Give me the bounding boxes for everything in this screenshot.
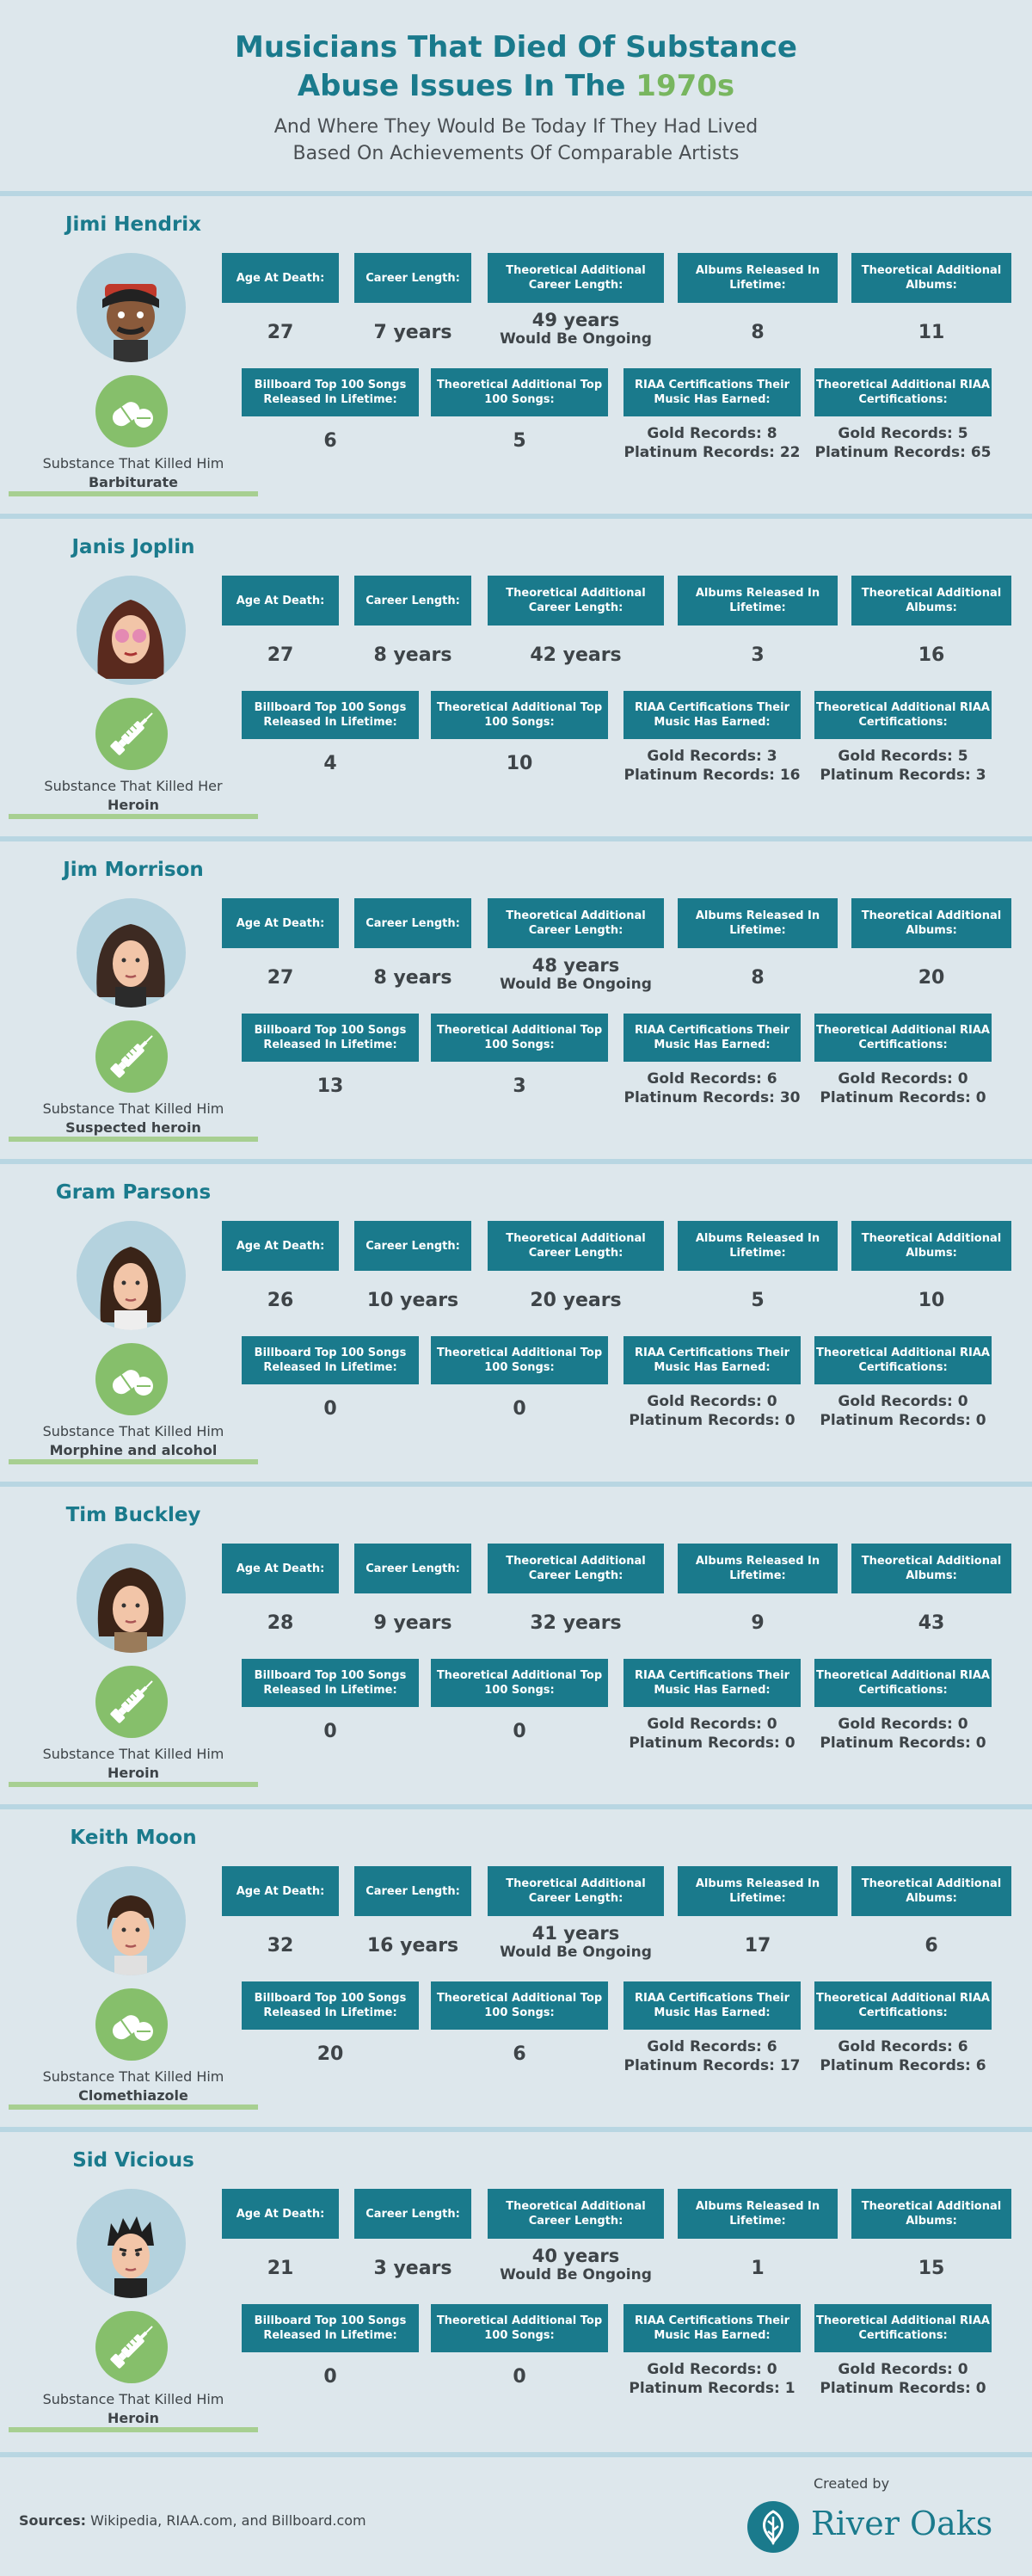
value-theo-albums: 20 <box>918 967 945 989</box>
label-billboard: Billboard Top 100 Songs Released In Lifetime: <box>242 1981 419 2030</box>
value-theo-career <box>470 1924 681 1962</box>
label-age: Age At Death: <box>222 2189 339 2239</box>
value-riaa <box>606 424 818 462</box>
value-billboard: 6 <box>323 430 337 452</box>
value-platinum: Platinum Records: 16 <box>624 767 801 784</box>
substance-underline <box>9 491 258 496</box>
label-albums: Albums Released In Lifetime: <box>678 2189 838 2239</box>
value-career: 3 years <box>373 2258 452 2279</box>
value-career: 16 years <box>366 1935 459 1957</box>
value-theo-career: 20 years <box>530 1290 622 1311</box>
value-riaa <box>606 2037 818 2075</box>
value-albums: 8 <box>751 322 765 343</box>
value-riaa <box>606 2360 818 2398</box>
musician-name: Jim Morrison <box>63 859 204 881</box>
value-platinum: Platinum Records: 30 <box>624 1089 801 1106</box>
substance-name: Heroin <box>108 797 159 813</box>
substance-label: Substance That Killed Him <box>42 1423 224 1439</box>
label-age: Age At Death: <box>222 576 339 626</box>
value-theo-albums: 10 <box>918 1290 945 1311</box>
label-billboard: Billboard Top 100 Songs Released In Lifetime: <box>242 2304 419 2352</box>
label-albums: Albums Released In Lifetime: <box>678 253 838 303</box>
musician-section <box>0 2132 1032 2450</box>
value-theo-riaa <box>797 1392 1009 1430</box>
avatar <box>77 2189 186 2298</box>
label-age: Age At Death: <box>222 898 339 948</box>
label-theo-career: Theoretical Additional Career Length: <box>488 1544 664 1593</box>
label-theo-albums: Theoretical Additional Albums: <box>851 576 1011 626</box>
value-theo-career-years: 40 years <box>531 2246 620 2266</box>
label-theo-top100: Theoretical Additional Top 100 Songs: <box>431 368 608 416</box>
label-theo-top100: Theoretical Additional Top 100 Songs: <box>431 1014 608 1062</box>
label-theo-riaa: Theoretical Additional RIAA Certifications: <box>814 368 992 416</box>
value-billboard: 0 <box>323 2366 337 2388</box>
substance-underline <box>9 1782 258 1787</box>
label-career: Career Length: <box>354 1544 471 1593</box>
syringe-icon <box>95 1666 168 1738</box>
value-billboard: 0 <box>323 1398 337 1420</box>
label-riaa: RIAA Certifications Their Music Has Earned: <box>624 1014 801 1062</box>
value-age: 27 <box>267 967 294 989</box>
label-career: Career Length: <box>354 898 471 948</box>
value-theo-platinum: Platinum Records: 65 <box>814 444 992 461</box>
label-theo-riaa: Theoretical Additional RIAA Certifications: <box>814 1336 992 1384</box>
substance-name: Barbiturate <box>88 474 179 490</box>
value-albums: 1 <box>751 2258 765 2279</box>
value-theo-platinum: Platinum Records: 0 <box>820 1412 986 1429</box>
value-theo-career-years: 41 years <box>531 1923 620 1944</box>
value-billboard: 0 <box>323 1721 337 1742</box>
musician-section <box>0 1487 1032 1804</box>
value-age: 21 <box>267 2258 294 2279</box>
value-theo-gold: Gold Records: 5 <box>838 748 968 765</box>
label-billboard: Billboard Top 100 Songs Released In Lifetime: <box>242 368 419 416</box>
value-theo-career: 42 years <box>530 644 622 666</box>
label-theo-riaa: Theoretical Additional RIAA Certifications: <box>814 1014 992 1062</box>
value-theo-gold: Gold Records: 6 <box>838 2038 968 2055</box>
value-theo-top100: 0 <box>513 1721 526 1742</box>
title-line-2-text: Abuse Issues In The <box>297 69 636 103</box>
value-career: 8 years <box>373 967 452 989</box>
pill-icon <box>95 1343 168 1415</box>
label-theo-albums: Theoretical Additional Albums: <box>851 2189 1011 2239</box>
value-theo-career-note: Would Be Ongoing <box>500 2266 652 2283</box>
label-age: Age At Death: <box>222 1866 339 1916</box>
title-highlight: 1970s <box>636 69 735 103</box>
sources-label: Sources: <box>19 2512 87 2529</box>
value-riaa <box>606 1392 818 1430</box>
avatar <box>77 898 186 1008</box>
value-theo-career <box>470 311 681 348</box>
value-platinum: Platinum Records: 0 <box>629 1412 796 1429</box>
value-gold: Gold Records: 6 <box>647 1070 777 1088</box>
label-theo-top100: Theoretical Additional Top 100 Songs: <box>431 1981 608 2030</box>
label-theo-albums: Theoretical Additional Albums: <box>851 898 1011 948</box>
value-platinum: Platinum Records: 17 <box>624 2057 801 2074</box>
avatar <box>77 1221 186 1330</box>
value-albums: 8 <box>751 967 765 989</box>
substance-label: Substance That Killed Him <box>42 2068 224 2085</box>
substance-name: Morphine and alcohol <box>49 1442 218 1458</box>
value-theo-platinum: Platinum Records: 3 <box>820 767 986 784</box>
label-career: Career Length: <box>354 253 471 303</box>
label-riaa: RIAA Certifications Their Music Has Earned: <box>624 2304 801 2352</box>
syringe-icon <box>95 1020 168 1093</box>
value-theo-top100: 0 <box>513 2366 526 2388</box>
value-age: 26 <box>267 1290 294 1311</box>
syringe-icon <box>95 2311 168 2383</box>
value-career: 8 years <box>373 644 452 666</box>
label-theo-riaa: Theoretical Additional RIAA Certifications: <box>814 691 992 739</box>
title-line-1: Musicians That Died Of Substance <box>235 30 797 65</box>
label-billboard: Billboard Top 100 Songs Released In Lifetime: <box>242 1659 419 1707</box>
musician-section <box>0 519 1032 836</box>
logo-text: River Oaks <box>811 2505 993 2542</box>
label-theo-albums: Theoretical Additional Albums: <box>851 1221 1011 1271</box>
section-divider <box>0 1804 1032 1809</box>
value-theo-albums: 16 <box>918 644 945 666</box>
value-gold: Gold Records: 3 <box>647 748 777 765</box>
value-gold: Gold Records: 6 <box>647 2038 777 2055</box>
label-age: Age At Death: <box>222 1544 339 1593</box>
label-theo-albums: Theoretical Additional Albums: <box>851 1866 1011 1916</box>
label-albums: Albums Released In Lifetime: <box>678 1544 838 1593</box>
substance-underline <box>9 1459 258 1464</box>
value-theo-albums: 15 <box>918 2258 945 2279</box>
label-theo-career: Theoretical Additional Career Length: <box>488 898 664 948</box>
page-title <box>0 28 1032 106</box>
label-theo-top100: Theoretical Additional Top 100 Songs: <box>431 1336 608 1384</box>
created-by: Created by <box>814 2475 890 2492</box>
label-albums: Albums Released In Lifetime: <box>678 576 838 626</box>
value-albums: 5 <box>751 1290 765 1311</box>
label-riaa: RIAA Certifications Their Music Has Earned: <box>624 1336 801 1384</box>
label-billboard: Billboard Top 100 Songs Released In Lifetime: <box>242 1014 419 1062</box>
value-riaa <box>606 1715 818 1753</box>
label-riaa: RIAA Certifications Their Music Has Earned: <box>624 1981 801 2030</box>
tree-icon <box>747 2501 799 2553</box>
substance-underline <box>9 814 258 819</box>
label-theo-top100: Theoretical Additional Top 100 Songs: <box>431 2304 608 2352</box>
footer <box>0 2461 1032 2576</box>
value-gold: Gold Records: 0 <box>647 2361 777 2378</box>
value-theo-platinum: Platinum Records: 0 <box>820 1089 986 1106</box>
value-career: 10 years <box>366 1290 459 1311</box>
value-theo-gold: Gold Records: 0 <box>838 2361 968 2378</box>
substance-label: Substance That Killed Him <box>42 1100 224 1117</box>
value-theo-career: 32 years <box>530 1612 622 1634</box>
label-riaa: RIAA Certifications Their Music Has Earned: <box>624 368 801 416</box>
avatar <box>77 576 186 685</box>
section-divider <box>0 514 1032 519</box>
label-theo-riaa: Theoretical Additional RIAA Certifications: <box>814 1981 992 2030</box>
label-theo-career: Theoretical Additional Career Length: <box>488 576 664 626</box>
value-riaa <box>606 1069 818 1107</box>
value-albums: 9 <box>751 1612 765 1634</box>
label-theo-albums: Theoretical Additional Albums: <box>851 253 1011 303</box>
value-theo-career-note: Would Be Ongoing <box>500 976 652 993</box>
section-divider <box>0 2127 1032 2132</box>
substance-underline <box>9 1137 258 1142</box>
value-platinum: Platinum Records: 0 <box>629 1735 796 1752</box>
value-theo-platinum: Platinum Records: 6 <box>820 2057 986 2074</box>
value-theo-top100: 10 <box>506 753 533 774</box>
value-theo-career-years: 48 years <box>531 955 620 976</box>
value-platinum: Platinum Records: 22 <box>624 444 801 461</box>
value-theo-platinum: Platinum Records: 0 <box>820 1735 986 1752</box>
label-riaa: RIAA Certifications Their Music Has Earned: <box>624 1659 801 1707</box>
substance-name: Suspected heroin <box>65 1119 201 1136</box>
musician-section <box>0 196 1032 514</box>
value-theo-gold: Gold Records: 0 <box>838 1716 968 1733</box>
value-billboard: 20 <box>316 2043 344 2065</box>
sources <box>19 2512 366 2529</box>
value-billboard: 13 <box>316 1075 344 1097</box>
musician-name: Sid Vicious <box>72 2149 194 2172</box>
substance-name: Clomethiazole <box>78 2087 188 2104</box>
label-theo-career: Theoretical Additional Career Length: <box>488 1221 664 1271</box>
label-theo-career: Theoretical Additional Career Length: <box>488 1866 664 1916</box>
musician-section <box>0 1164 1032 1482</box>
value-gold: Gold Records: 0 <box>647 1393 777 1410</box>
musician-name: Tim Buckley <box>65 1504 201 1526</box>
label-career: Career Length: <box>354 2189 471 2239</box>
avatar <box>77 1544 186 1653</box>
value-theo-platinum: Platinum Records: 0 <box>820 2380 986 2397</box>
musician-name: Gram Parsons <box>55 1181 212 1204</box>
label-albums: Albums Released In Lifetime: <box>678 1221 838 1271</box>
value-albums: 17 <box>744 1935 771 1957</box>
musician-section <box>0 841 1032 1159</box>
label-career: Career Length: <box>354 576 471 626</box>
avatar <box>77 1866 186 1975</box>
substance-underline <box>9 2427 258 2432</box>
musician-name: Janis Joplin <box>71 536 195 558</box>
musician-section <box>0 1809 1032 2127</box>
pill-icon <box>95 375 168 447</box>
subtitle-line-2: Based On Achievements Of Comparable Artists <box>292 143 740 164</box>
section-divider <box>0 836 1032 841</box>
label-theo-career: Theoretical Additional Career Length: <box>488 253 664 303</box>
value-theo-riaa <box>797 747 1009 785</box>
musician-name: Jimi Hendrix <box>64 213 202 236</box>
value-theo-career-note: Would Be Ongoing <box>500 1944 652 1961</box>
label-career: Career Length: <box>354 1866 471 1916</box>
value-gold: Gold Records: 8 <box>647 425 777 442</box>
pill-icon <box>95 1988 168 2061</box>
value-albums: 3 <box>751 644 765 666</box>
value-theo-career <box>470 956 681 994</box>
value-career: 7 years <box>373 322 452 343</box>
value-theo-career-note: Would Be Ongoing <box>500 330 652 348</box>
label-age: Age At Death: <box>222 253 339 303</box>
label-billboard: Billboard Top 100 Songs Released In Lifetime: <box>242 691 419 739</box>
label-albums: Albums Released In Lifetime: <box>678 1866 838 1916</box>
value-theo-top100: 3 <box>513 1075 526 1097</box>
value-theo-gold: Gold Records: 0 <box>838 1393 968 1410</box>
sources-text: Wikipedia, RIAA.com, and Billboard.com <box>86 2512 366 2529</box>
label-theo-top100: Theoretical Additional Top 100 Songs: <box>431 691 608 739</box>
avatar <box>77 253 186 362</box>
label-theo-top100: Theoretical Additional Top 100 Songs: <box>431 1659 608 1707</box>
value-theo-career-years: 49 years <box>531 310 620 330</box>
value-theo-gold: Gold Records: 0 <box>838 1070 968 1088</box>
value-age: 27 <box>267 644 294 666</box>
value-theo-top100: 5 <box>513 430 526 452</box>
substance-name: Heroin <box>108 2410 159 2426</box>
value-theo-riaa <box>797 1069 1009 1107</box>
value-theo-albums: 6 <box>924 1935 938 1957</box>
value-theo-riaa <box>797 424 1009 462</box>
value-theo-gold: Gold Records: 5 <box>838 425 968 442</box>
value-age: 32 <box>267 1935 294 1957</box>
substance-label: Substance That Killed Him <box>42 2391 224 2407</box>
syringe-icon <box>95 698 168 770</box>
value-age: 28 <box>267 1612 294 1634</box>
label-career: Career Length: <box>354 1221 471 1271</box>
value-theo-career <box>470 2246 681 2284</box>
substance-name: Heroin <box>108 1765 159 1781</box>
label-albums: Albums Released In Lifetime: <box>678 898 838 948</box>
substance-underline <box>9 2105 258 2110</box>
header <box>0 0 1032 191</box>
value-platinum: Platinum Records: 1 <box>629 2380 796 2397</box>
value-billboard: 4 <box>323 753 337 774</box>
substance-label: Substance That Killed Him <box>42 455 224 471</box>
label-riaa: RIAA Certifications Their Music Has Earned: <box>624 691 801 739</box>
title-line-2 <box>0 67 1032 106</box>
substance-label: Substance That Killed Her <box>44 778 223 794</box>
section-divider <box>0 191 1032 196</box>
value-theo-top100: 0 <box>513 1398 526 1420</box>
value-theo-riaa <box>797 2360 1009 2398</box>
label-billboard: Billboard Top 100 Songs Released In Lifetime: <box>242 1336 419 1384</box>
label-age: Age At Death: <box>222 1221 339 1271</box>
section-divider <box>0 1159 1032 1164</box>
value-theo-albums: 43 <box>918 1612 945 1634</box>
value-gold: Gold Records: 0 <box>647 1716 777 1733</box>
section-divider <box>0 1482 1032 1487</box>
musician-name: Keith Moon <box>70 1827 197 1849</box>
substance-label: Substance That Killed Him <box>42 1746 224 1762</box>
label-theo-riaa: Theoretical Additional RIAA Certifications: <box>814 1659 992 1707</box>
subtitle-line-1: And Where They Would Be Today If They Had Lived <box>273 116 759 138</box>
value-age: 27 <box>267 322 294 343</box>
value-theo-riaa <box>797 1715 1009 1753</box>
value-theo-riaa <box>797 2037 1009 2075</box>
section-divider <box>0 2452 1032 2457</box>
value-theo-top100: 6 <box>513 2043 526 2065</box>
label-theo-career: Theoretical Additional Career Length: <box>488 2189 664 2239</box>
page-subtitle <box>0 114 1032 167</box>
value-theo-albums: 11 <box>918 322 945 343</box>
value-career: 9 years <box>373 1612 452 1634</box>
label-theo-riaa: Theoretical Additional RIAA Certifications: <box>814 2304 992 2352</box>
label-theo-albums: Theoretical Additional Albums: <box>851 1544 1011 1593</box>
value-riaa <box>606 747 818 785</box>
